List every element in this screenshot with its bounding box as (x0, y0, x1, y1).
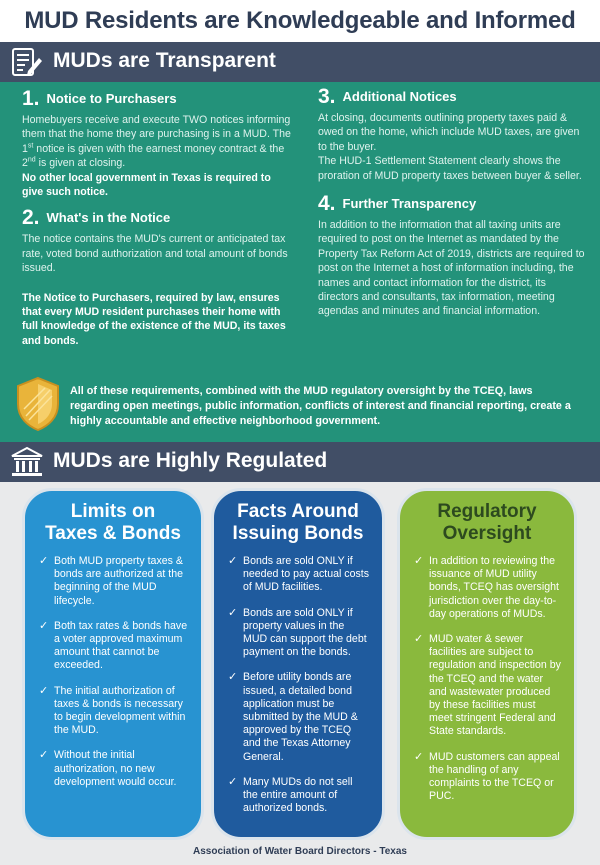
card-list (400, 555, 574, 803)
check-icon: ✓ (228, 555, 238, 567)
check-icon: ✓ (39, 749, 49, 762)
card-title: Facts Around Issuing Bonds (232, 501, 364, 544)
list-item: ✓ Both tax rates & bonds have a voter approved maximum amount that cannot be exceeded. (39, 619, 188, 672)
section-title: Notice to Purchasers (46, 90, 177, 106)
section-band-regulated (0, 442, 600, 482)
section-4-body: In addition to the information that all taxing units are required to post on the Internet as mandated by the Property Tax Reform Act of 2019, districts are required to post on the Internet a host of information including, the names and contact information for the district, its directors and consultants, tax information, meeting agendas and minutes and financial information. (318, 219, 585, 318)
section-number: 2. (22, 206, 40, 230)
section-number: 1. (22, 87, 40, 110)
section-2-body: The notice contains the MUD's current or anticipated tax rate, voted bond authorization and total amount of bonds issued. (22, 233, 288, 275)
list-item: ✓ Many MUDs do not sell the entire amount of authorized bonds. (228, 775, 353, 815)
card-list (25, 555, 201, 789)
section-number: 4. (318, 192, 336, 216)
check-icon: ✓ (228, 775, 238, 788)
document-pen-icon (10, 46, 44, 83)
check-icon: ✓ (414, 555, 424, 567)
section-1-bold: No other local government in Texas is required to give such notice. (22, 171, 271, 199)
section-4-heading (318, 193, 586, 215)
list-item: ✓ Both MUD property taxes & bonds are authorized at the beginning of the MUD lifecycle. (39, 555, 183, 607)
left-column (22, 88, 292, 348)
section-number: 3. (318, 85, 336, 108)
section-band-transparent (0, 42, 600, 82)
section-2-heading (22, 207, 292, 229)
title-bar (0, 0, 600, 42)
list-item: ✓ The initial authorization of taxes & bonds is necessary to begin development within the MUD. (39, 684, 186, 737)
check-icon: ✓ (414, 750, 424, 763)
section-title: Further Transparency (342, 195, 477, 211)
footer: Association of Water Board Directors - Texas (193, 846, 407, 857)
band-title: MUDs are Highly Regulated (53, 449, 328, 472)
section-3-heading (318, 86, 586, 108)
list-item: ✓ MUD water & sewer facilities are subject to regulation and inspection by the TCEQ and the water and wastewater produced by these facilities must meet stringent Federal and State standards. (414, 633, 561, 738)
section-2-bold: The Notice to Purchasers, required by law, ensures that every MUD resident purchases their home with full knowledge of the existence of the MUD, its taxes and bonds. (22, 291, 286, 347)
section-1-heading (22, 88, 292, 110)
list-item: ✓ MUD customers can appeal the handling of any complaints to the TCEQ or PUC. (414, 750, 560, 803)
page-title: MUD Residents are Knowledgeable and Informed (24, 7, 576, 34)
check-icon: ✓ (414, 633, 424, 646)
list-item: ✓ Without the initial authorization, no new development would occur. (39, 749, 177, 788)
list-item: ✓ Bonds are sold ONLY if needed to pay actual costs of MUD facilities. (228, 555, 370, 594)
card-list (214, 555, 382, 815)
check-icon: ✓ (39, 619, 49, 632)
transparent-section (0, 82, 600, 442)
summary-text: All of these requirements, combined with the MUD regulatory oversight by the TCEQ, laws regarding open meetings, public information, conflicts of interest and financial reporting, create a highly accountable and effective neighborhood government. (70, 385, 571, 427)
list-item: ✓ Before utility bonds are issued, a detailed bond application must be submitted by the MUD & approved by the TCEQ and the Texas Attorney General. (228, 671, 358, 763)
card-limits (22, 488, 204, 840)
section-title: Additional Notices (342, 88, 457, 104)
band-title: MUDs are Transparent (53, 49, 276, 72)
check-icon: ✓ (228, 671, 238, 684)
check-icon: ✓ (228, 606, 238, 619)
government-building-icon (10, 446, 44, 483)
list-item: ✓ In addition to reviewing the issuance of MUD utility bonds, TCEQ has oversight jurisdiction over the day-to-day operations of MUDs. (414, 555, 559, 620)
list-item: ✓ Bonds are sold ONLY if property values in the MUD can support the debt payment on the bonds. (228, 606, 367, 659)
shield-icon (14, 376, 62, 437)
section-1-body: Homebuyers receive and execute TWO notices informing them that the home they are purchasing is in a MUD. The 1st notice is given with the earnest money contract & the 2nd is given at closing. (22, 114, 291, 170)
right-column (318, 86, 586, 319)
section-3-body-2: The HUD-1 Settlement Statement clearly shows the proration of MUD property taxes between buyer & seller. (318, 155, 582, 182)
card-title: Limits on Taxes & Bonds (45, 501, 181, 544)
section-title: What's in the Notice (46, 210, 171, 226)
card-title: Regulatory Oversight (437, 501, 537, 544)
card-oversight (397, 488, 577, 840)
check-icon: ✓ (39, 555, 49, 567)
check-icon: ✓ (39, 684, 49, 697)
card-issuing-bonds (211, 488, 385, 840)
section-3-body: At closing, documents outlining property taxes paid & owed on the home, which include MUD taxes, are given to the buyer. (318, 112, 580, 153)
